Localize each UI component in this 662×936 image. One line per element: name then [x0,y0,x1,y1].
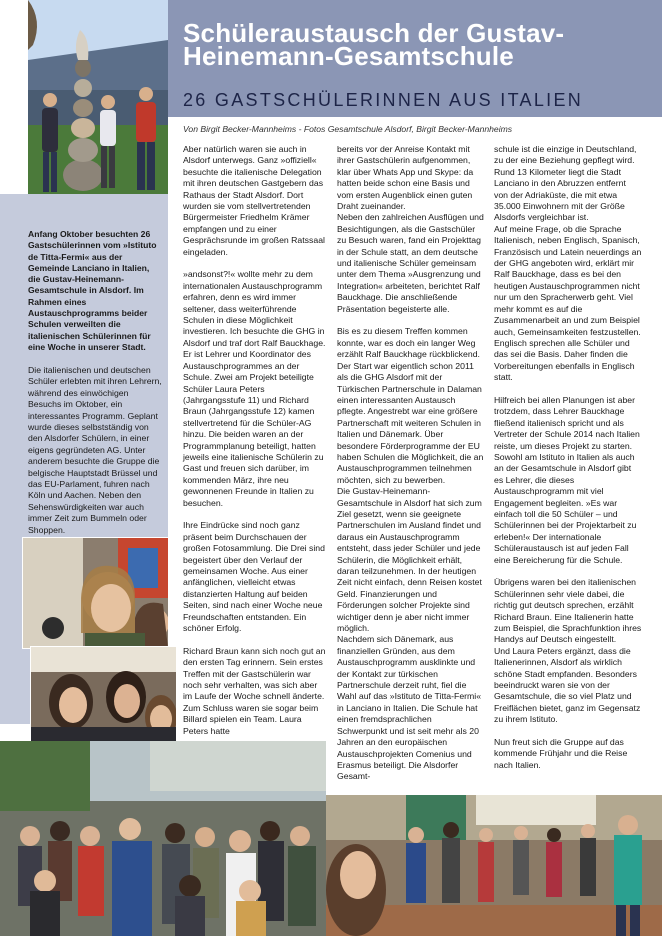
article-subtitle: 26 GASTSCHÜLERINNEN AUS ITALIEN [183,90,584,110]
paragraph: Richard Braun kann sich noch gut an den ersten Tag erinnern. Sein erstes Treffen mit der Gastschülerin war noch sehr verhalten, was sich aber im Laufe der Woche schnell änderte. Zum Schluss waren sie sogar beim Billard spielen ein Team. Laura Peters hatte [183,645,326,736]
text-column-3 [494,144,642,783]
paragraph: bereits vor der Anreise Kontakt mit ihrer Gastschülerin aufgenommen, klar über Whats App und Skype: da hatten beide schon eine Basis und vom ersten Augenblick einen guten Draht zueinander. Neben den zahlreichen Ausflügen und Besichtigungen, als die Gastschüler zu Besuch waren, fand ein Projekttag in der Schule statt, an dem deutsche und italienische Schüler gemeinsam unter dem Thema »Ausgrenzung und Integration« arbeiteten, berichtet Ralf Bauckhage. Die anschließende Präsentation begeisterte alle. [337,144,484,314]
paragraph: Ihre Eindrücke sind noch ganz präsent beim Durchschauen der großen Fotosammlung. Die Drei sind begeistert über den Verlauf der gemeinsamen Woche. Aus einer anfänglichen, vielleicht etwas distanzierten Haltung auf beiden Seiten, sind nach einer Woche neue Freundschaften entstanden. Ein schöner Erfolg. [183,520,325,634]
paragraph: Bis es zu diesem Treffen kommen konnte, war es doch ein langer Weg erzählt Ralf Bauckhage rückblickend. Der Start war eigentlich schon 2011 als die GHG Alsdorf mit der Türkischen Partnerschule in Dalaman einen interessanten Austausch pflegte. Angestrebt war eine größere Partnerschaft mit weiteren Schulen in Italien und Dänemark. Über besondere Förderprogramme der EU haben Schulen die Möglichkeit, die an Austauschprogrammen teilnehmen möchten, sich zu bewerben. Die Gustav-Heinemann-Gesamtschule in Alsdorf hat sich zum Ziel gesetzt, wenn sie geeignete Partnerschulen im Ausland findet und daraus ein Austauschprogramm entsteht, dass jeder Schüler und jede Schülerin, die Möglichkeit erhält, daran teilzunehmen. In der heutigen Zeit nicht einfach, denn Reisen kostet Geld. Finanzierungen und Förderungen solcher Projekte sind wichtiger denn je aber nicht immer möglich. Nachdem sich Dänemark, aus finanziellen Gründen, aus dem Austauschprogramm ausklinkte und der Kontakt zur türkischen Partnerschule derzeit ruht, fiel die Wahl auf das »Istituto de Titta-Fermi« in Lanciano in Italien. Die Schule hat einen fremdsprachlichen Schwerpunkt und ist seit mehr als 20 Jahren an den europäischen Austauschprojekten Comenius und Erasmus beteiligt. Die Alsdorfer Gesamt- [337,326,484,782]
paragraph: Hilfreich bei allen Planungen ist aber trotzdem, dass Lehrer Bauckhage fließend italienisch spricht und als Vertreter der Schule 2014 nach Italien reiste, um dieses Projekt zu starten. Sowohl am Istituto in Italien als auch an der Gesamtschule in Alsdorf gibt es Lehrer, die dieses Austauschprogramm mit viel Engagement begleiten. »Es war einfach toll die 50 Schüler – und Schülerinnen bei der Projektarbeit zu erleben!« Der internationale Schüleraustausch ist auf jeden Fall eine Bereicherung für die Schule. [494,394,640,565]
byline: Von Birgit Becker-Mannheims - Fotos Gesamtschule Alsdorf, Birgit Becker-Mannheims [183,124,513,134]
photo-girls-selfie [22,537,169,649]
photo-sculpture-group [28,0,168,212]
paragraph: schule ist die einzige in Deutschland, zu der eine Beziehung gepflegt wird. Rund 13 Kilometer liegt die Stadt Lanciano in den Abruzzen entfernt von der Adriaküste, die mit etwa 35.000 Einwohnern mit der Größe Alsdorfs vergleichbar ist. Auf meine Frage, ob die Sprache Italienisch, neben Englisch, Spanisch, Französisch und Latein neuerdings an der GHG angeboten wird, erklärt mir Ralf Bauckhage, dass es bei den heutigen Austauschprogrammen nicht nur um den Spracherwerb geht. Viel mehr kommt es auf die Zusammenarbeit an und zum Beispiel auch, Gemeinsamkeiten festzustellen. Englisch sprechen alle Schüler und das sei die Basis. Daher finden die Vorbereitungen ebenfalls in Englisch statt. [494,144,642,383]
text-column-2 [337,144,484,794]
photo-student-crowd [0,741,326,936]
paragraph: Aber natürlich waren sie auch in Alsdorf unterwegs. Ganz »offiziell« besuchte die italienische Delegation mit ihren deutschen Gastgebern das Rathaus der Stadt Alsdorf. Dort wurden sie vom stellvertretenden Bürgermeister Friedhelm Krämer empfangen und zu einer Gesprächsrunde im großen Ratssaal eingeladen. [183,144,325,257]
lead-paragraph: Anfang Oktober besuchten 26 Gastschülerinnen vom »Istituto de Titta-Fermi« aus der Gemeinde Lanciano in Italien, die Gustav-Heinemann-Gesamtschule in Alsdorf. Im Rahmen eines Austauschprogramms beider Schulen verweilten die italienischen Schülerinnen für eine Woche in unserer Stadt. [28,229,157,352]
paragraph: »andsonst?!« wollte mehr zu dem internationalen Austauschprogramm erfahren, denn es wird immer seltener, dass weiterführende Schulen in diese Möglichkeit investieren. Ich besuchte die GHG in Alsdorf und traf dort Ralf Bauckhage. Er ist Lehrer und Koordinator des Austauschprogrammes an der Schule. Zwei am Projekt beteiligte Schüler Laura Peters (Jahrgangsstufe 11) und Richard Braun (Jahrgangsstufe 12) kamen stellvertretend für die Schüler-AG hinzu. Die beiden waren an der Programmplanung beteiligt, hatten jeweils eine italienische Schülerin zu Gast und freuen sich darüber, im kommenden März, ihre neu gewonnenen Freunde in Italien zu besuchen. [183,269,326,508]
photo-school-hall [326,795,662,936]
sidebar-text [28,365,162,547]
photo-girls-group [30,646,177,743]
sidebar-paragraph: Die italienischen und deutschen Schüler erlebten mit ihren Lehrern, während des einwöchigen Besuchs im Oktober, ein interessantes Programm. Geplant wurde dieses selbstständig von den Alsdorfer Schülern, in einer eigens gegründeten AG. Unter anderem besuchte die Gruppe die belgische Hauptstadt Brüssel und das EU-Parlament, fuhren nach Köln und Aachen. Neben den Sehenswürdigkeiten war auch immer Zeit zum Bummeln oder Shoppen. [28,365,162,535]
text-column-1 [183,144,328,748]
article-title: Schüleraustausch der Gustav- Heinemann-Gesamtschule [183,18,565,71]
paragraph: Nun freut sich die Gruppe auf das kommende Frühjahr und die Reise nach Italien. [494,737,628,770]
paragraph: Übrigens waren bei den italienischen Schülerinnen sehr viele dabei, die richtig gut deutsch sprechen, erzählt Richard Braun. Eine Italienerin hatte zum Beispiel, die Sprachfunktion ihres Handys auf Deutsch eingestellt. Und Laura Peters ergänzt, dass die Italienerinnen, Alsdorf als wirklich schöne Stadt empfanden. Besonders beeindruckt waren sie von der Gesamtschule, die so viel Platz und Freiflächen bietet, ganz im Gegensatz zu ihrem Istituto. [494,577,642,725]
